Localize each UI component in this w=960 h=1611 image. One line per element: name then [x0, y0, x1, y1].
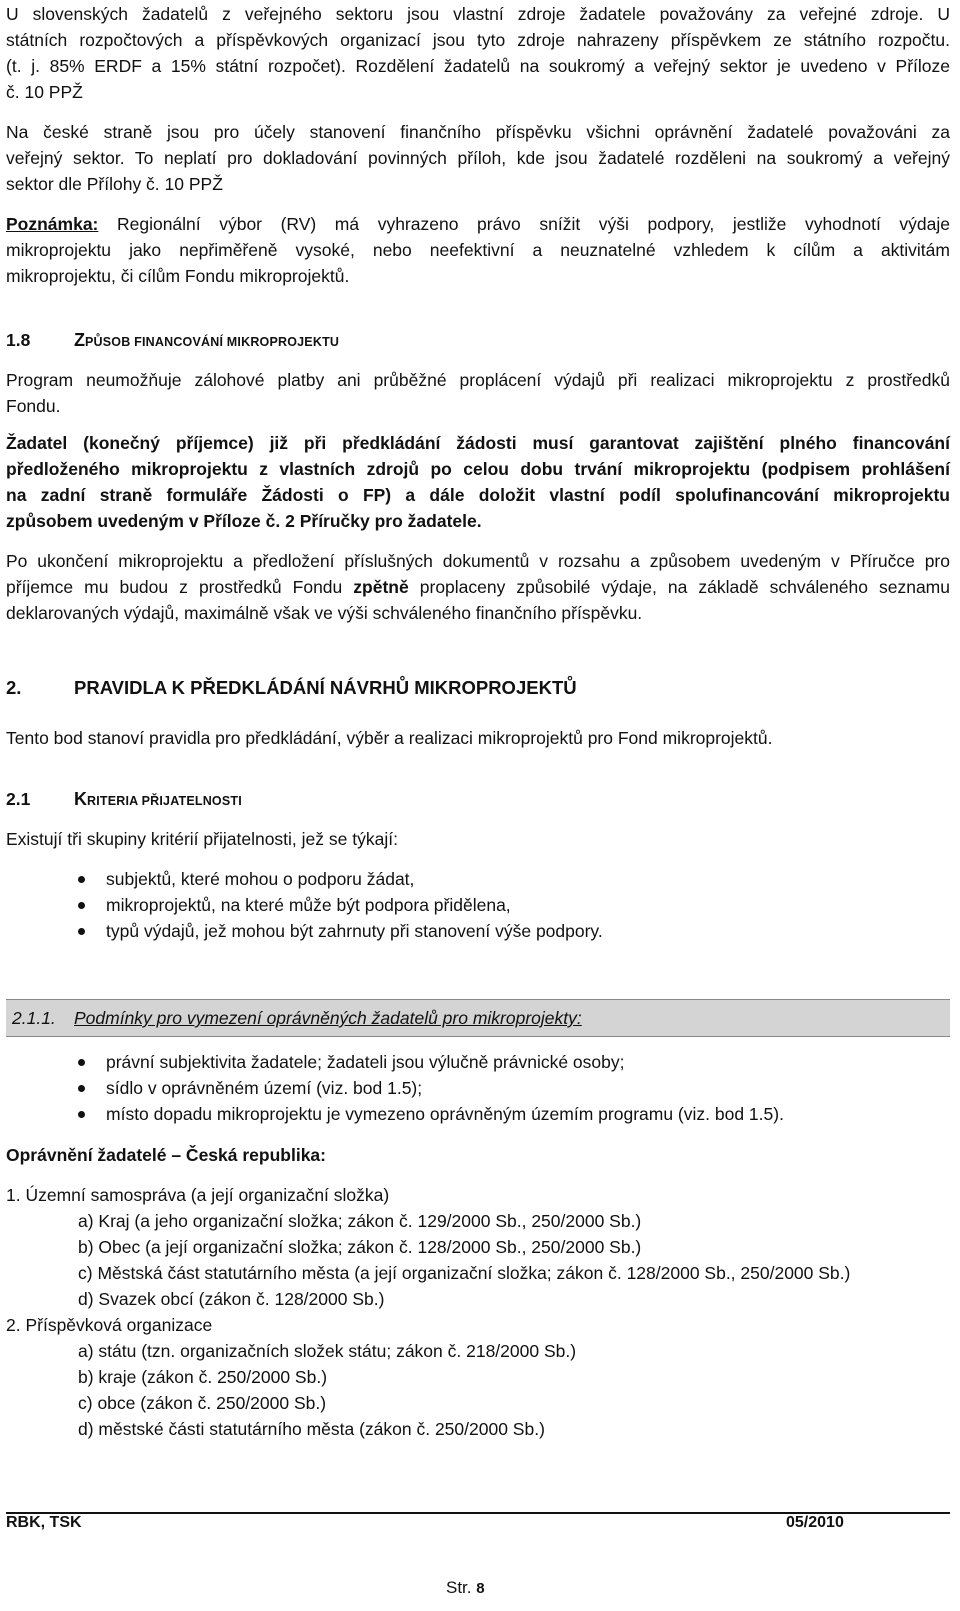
bullet-icon — [78, 1111, 85, 1118]
intro-line: U slovenských žadatelů z veřejného sektoru jsou vlastní zdroje žadatele považovány za veřejné zdroje. U — [6, 4, 950, 24]
para-line: Existují tři skupiny kritérií přijatelnosti, jež se týkají: — [6, 829, 398, 849]
note-line — [6, 211, 950, 237]
note-line: mikroprojektu jako nepřiměřeně vysoké, nebo neefektivní a neuznatelné vzhledem k cílům a aktivitám — [6, 240, 950, 260]
para-text: proplaceny způsobilé výdaje, na základě schváleného seznamu — [408, 577, 950, 597]
para-line: Tento bod stanoví pravidla pro předkládání, výběr a realizaci mikroprojektů pro Fond mikroprojektů. — [6, 728, 773, 748]
section-1-8-para3 — [6, 548, 950, 626]
criteria-list — [6, 866, 603, 944]
section-2-intro — [6, 725, 950, 751]
section-1-8-bold-paragraph — [6, 430, 950, 534]
para-line: Fondu. — [6, 396, 61, 416]
list-item-text: místo dopadu mikroprojektu je vymezeno oprávněným územím programu (viz. bod 1.5). — [106, 1104, 784, 1124]
note-line: mikroprojektu, či cílům Fondu mikroprojektů. — [6, 266, 350, 286]
bold-line: předloženého mikroprojektu z vlastních zdrojů po celou dobu trvání mikroprojektu (podpisem prohlášení — [6, 459, 950, 479]
para-text: příjemce mu budou z prostředků Fondu — [6, 577, 354, 597]
eligible-heading — [6, 1142, 950, 1168]
bullet-icon — [78, 1085, 85, 1092]
intro-paragraph — [6, 1, 950, 105]
list-item — [6, 1049, 784, 1075]
section-title-initial: K — [74, 789, 87, 809]
eligible-item: b) Obec (a její organizační složka; zákon č. 128/2000 Sb., 250/2000 Sb.) — [78, 1237, 642, 1257]
list-item-text: mikroprojektů, na které může být podpora přidělena, — [106, 895, 511, 915]
bullet-icon — [78, 876, 85, 883]
eligible-item: a) státu (tzn. organizačních složek státu; zákon č. 218/2000 Sb.) — [78, 1341, 577, 1361]
section-title-rest: RITERIA PŘIJATELNOSTI — [87, 794, 242, 808]
section-1-8-heading — [6, 330, 339, 351]
bullet-icon — [78, 928, 85, 935]
section-title: PRAVIDLA K PŘEDKLÁDÁNÍ NÁVRHŮ MIKROPROJEKTŮ — [74, 677, 577, 698]
section-1-8-para1 — [6, 367, 950, 419]
czech-line: Na české straně jsou pro účely stanovení finančního příspěvku všichni oprávnění žadatelé považováni za — [6, 122, 950, 142]
intro-line: č. 10 PPŽ — [6, 82, 83, 102]
note-label: Poznámka: — [6, 214, 99, 234]
eligible-group: 2. Příspěvková organizace — [6, 1315, 213, 1335]
eligible-item: b) kraje (zákon č. 250/2000 Sb.) — [78, 1367, 328, 1387]
eligible-item: a) Kraj (a jeho organizační složka; zákon č. 129/2000 Sb., 250/2000 Sb.) — [78, 1211, 642, 1231]
intro-line: státních rozpočtových a příspěvkových organizací jsou tyto zdroje nahrazeny příspěvkem ze státního rozpočtu. — [6, 30, 950, 50]
para-line: deklarovaných výdajů, maximálně však ve výši schváleného finančního příspěvku. — [6, 603, 643, 623]
czech-line: veřejný sektor. To neplatí pro dokladování povinných příloh, kde jsou žadatelé rozděleni na soukromý a veřejný — [6, 148, 950, 168]
list-item — [6, 918, 603, 944]
page-label: Str. — [446, 1578, 472, 1597]
list-item — [6, 892, 603, 918]
note-text: Regionální výbor (RV) má vyhrazeno právo snížit výši podpory, jestliže vyhodnotí výdaje — [98, 214, 950, 234]
bullet-icon — [78, 1059, 85, 1066]
czech-side-paragraph — [6, 119, 950, 197]
note-paragraph — [6, 211, 950, 289]
bold-line: na zadní straně formuláře Žádosti o FP) a dále doložit vlastní podíl spolufinancování mikroprojektu — [6, 485, 950, 505]
section-title-initial: Z — [74, 330, 85, 350]
bullet-icon — [78, 902, 85, 909]
eligible-item: d) městské části statutárního města (zákon č. 250/2000 Sb.) — [78, 1419, 545, 1439]
eligible-item: d) Svazek obcí (zákon č. 128/2000 Sb.) — [78, 1289, 385, 1309]
czech-line: sektor dle Přílohy č. 10 PPŽ — [6, 174, 223, 194]
intro-line: (t. j. 85% ERDF a 15% státní rozpočet). Rozdělení žadatelů na soukromý a veřejný sektor je uvedeno v Příloze — [6, 56, 950, 76]
para-line: Program neumožňuje zálohové platby ani průběžné proplácení výdajů při realizaci mikroprojektu z prostředků — [6, 370, 950, 390]
list-item — [6, 866, 603, 892]
page-number — [446, 1578, 485, 1598]
list-item-text: právní subjektivita žadatele; žadateli jsou výlučně právnické osoby; — [106, 1052, 625, 1072]
section-2-1-heading — [6, 789, 242, 810]
section-2-1-intro — [6, 826, 950, 852]
section-2-heading — [6, 677, 577, 699]
eligible-item: c) Městská část statutárního města (a její organizační složka; zákon č. 128/2000 Sb., 250/2000 Sb.) — [78, 1263, 851, 1283]
eligible-group: 1. Územní samospráva (a její organizační složka) — [6, 1185, 390, 1205]
eligible-list — [6, 1182, 950, 1442]
section-2-1-1-heading-bar — [6, 999, 950, 1037]
para-emphasis: zpětně — [353, 577, 409, 597]
footer-date: 05/2010 — [786, 1514, 844, 1531]
list-item-text: subjektů, které mohou o podporu žádat, — [106, 869, 415, 889]
para-line — [6, 574, 950, 600]
bold-line: Žadatel (konečný příjemce) již při předkládání žádosti musí garantovat zajištění plného financování — [6, 433, 950, 453]
section-number: 1.8 — [6, 330, 31, 350]
list-item-text: sídlo v oprávněném území (viz. bod 1.5); — [106, 1078, 423, 1098]
section-number: 2.1 — [6, 789, 31, 809]
list-item — [6, 1101, 784, 1127]
eligible-item: c) obce (zákon č. 250/2000 Sb.) — [78, 1393, 327, 1413]
list-item — [6, 1075, 784, 1101]
section-number: 2.1.1. — [12, 1008, 56, 1028]
footer-left: RBK, TSK — [6, 1514, 82, 1531]
section-title: Podmínky pro vymezení oprávněných žadatelů pro mikroprojekty: — [74, 1008, 582, 1028]
section-title-rest: PŮSOB FINANCOVÁNÍ MIKROPROJEKTU — [85, 335, 340, 349]
para-line: Po ukončení mikroprojektu a předložení příslušných dokumentů v rozsahu a způsobem uvedeným v Příručce pro — [6, 551, 950, 571]
bold-line: způsobem uvedeným v Příloze č. 2 Příručky pro žadatele. — [6, 511, 482, 531]
list-item-text: typů výdajů, jež mohou být zahrnuty při stanovení výše podpory. — [106, 921, 603, 941]
page-number-value: 8 — [476, 1580, 485, 1597]
eligible-heading-text: Oprávnění žadatelé – Česká republika: — [6, 1145, 326, 1165]
section-number: 2. — [6, 677, 22, 698]
conditions-list — [6, 1049, 784, 1127]
